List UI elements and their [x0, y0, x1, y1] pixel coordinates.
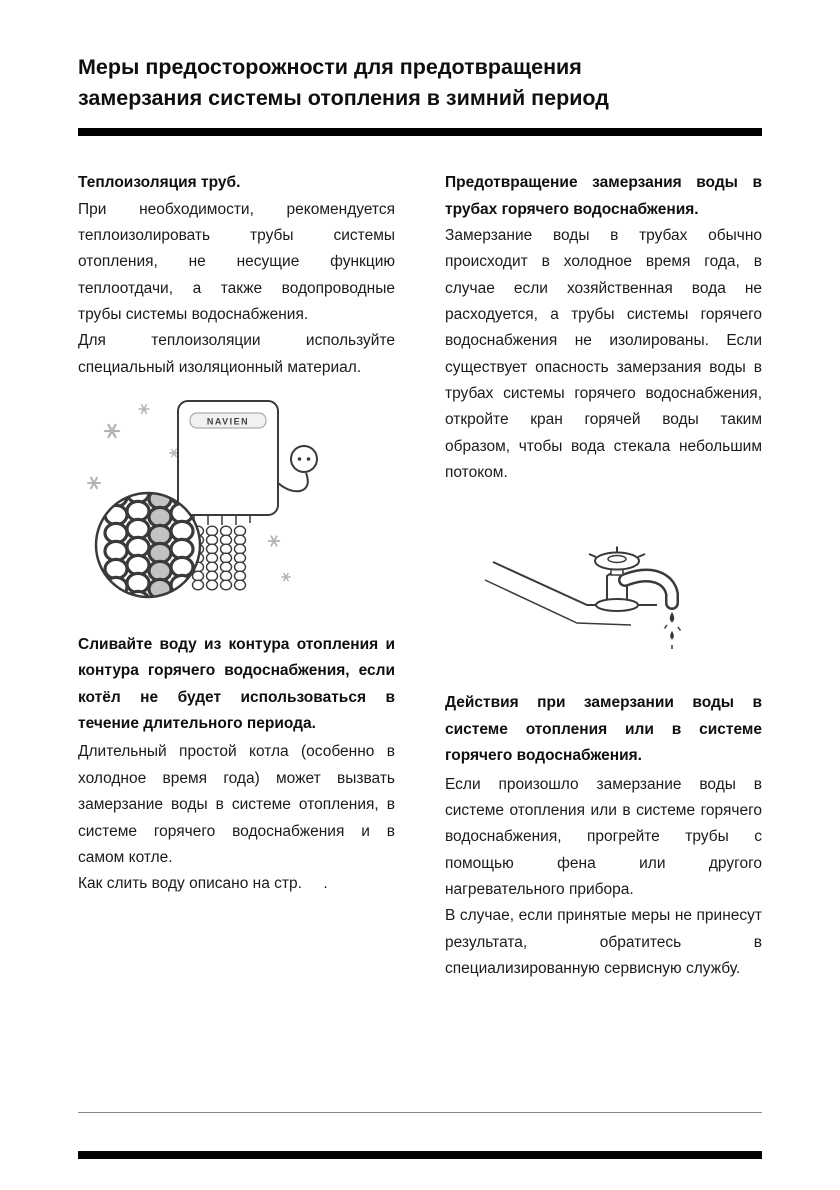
paragraph: При необходимости, рекомендуется теплоизолировать трубы системы отопления, не несущие функцию теплоотдачи, а также водопроводные трубы системы водоснабжения.	[78, 200, 395, 324]
page-header	[78, 52, 762, 136]
footer-thin-rule	[78, 1112, 762, 1113]
left-column	[78, 170, 395, 982]
heading-drain-water: Сливайте воду из контура отопления и контура горячего водоснабжения, если котёл не будет использоваться в течение длительного периода.	[78, 636, 395, 733]
heading-pipe-insulation: Теплоизоляция труб.	[78, 174, 241, 192]
title-rule	[78, 128, 762, 136]
paragraph: В случае, если принятые меры не принесут результата, обратитесь в специализированную сервисную службу.	[445, 907, 762, 977]
boiler-unit	[178, 401, 278, 525]
water-drops	[669, 612, 674, 640]
boiler-figure	[78, 395, 395, 622]
right-column	[445, 170, 762, 982]
footer-black-bar	[78, 1151, 762, 1159]
paragraph: Для теплоизоляции используйте специальный изоляционный материал.	[78, 332, 395, 376]
paragraph: Длительный простой котла (особенно в холодное время года) может вызвать замерзание воды в системе отопления, в системе горячего водоснабжения и в самом котле.	[78, 743, 395, 866]
page-title-line-2: замерзания системы отопления в зимний период	[78, 86, 609, 111]
page-title-line-1: Меры предосторожности для предотвращения	[78, 55, 582, 79]
paragraph: Если произошло замерзание воды в системе отопления или в системе горячего водоснабжения, прогрейте трубы с помощью фена или другого нагревательного прибора.	[445, 775, 762, 898]
hanging-insulated-pipes	[193, 526, 246, 590]
brand-logo: NAVIEN	[206, 416, 250, 427]
heading-actions-on-freezing: Действия при замерзании воды в системе отопления или в системе горячего водоснабжения.	[445, 694, 762, 765]
content-columns	[78, 170, 762, 982]
page-title	[78, 52, 762, 114]
paragraph: Замерзание воды в трубах обычно происходит в холодное время года, в случае если хозяйственная вода не расходуется, а трубы системы горячего водоснабжения не изолированы. Если существует опасность замерзания воды в трубах системы горячего водоснабжения, откройте кран горячей воды таким образом, чтобы вода стекала небольшим потоком.	[445, 227, 762, 482]
faucet-body	[589, 547, 672, 612]
heading-prevent-freezing: Предотвращение замерзания воды в трубах горячего водоснабжения.	[445, 174, 762, 218]
faucet-illustration	[479, 512, 729, 662]
faucet-figure	[445, 512, 762, 662]
paragraph: Как слить воду описано на стр. .	[78, 875, 328, 893]
power-socket	[278, 446, 317, 491]
boiler-frost-illustration	[78, 395, 388, 617]
